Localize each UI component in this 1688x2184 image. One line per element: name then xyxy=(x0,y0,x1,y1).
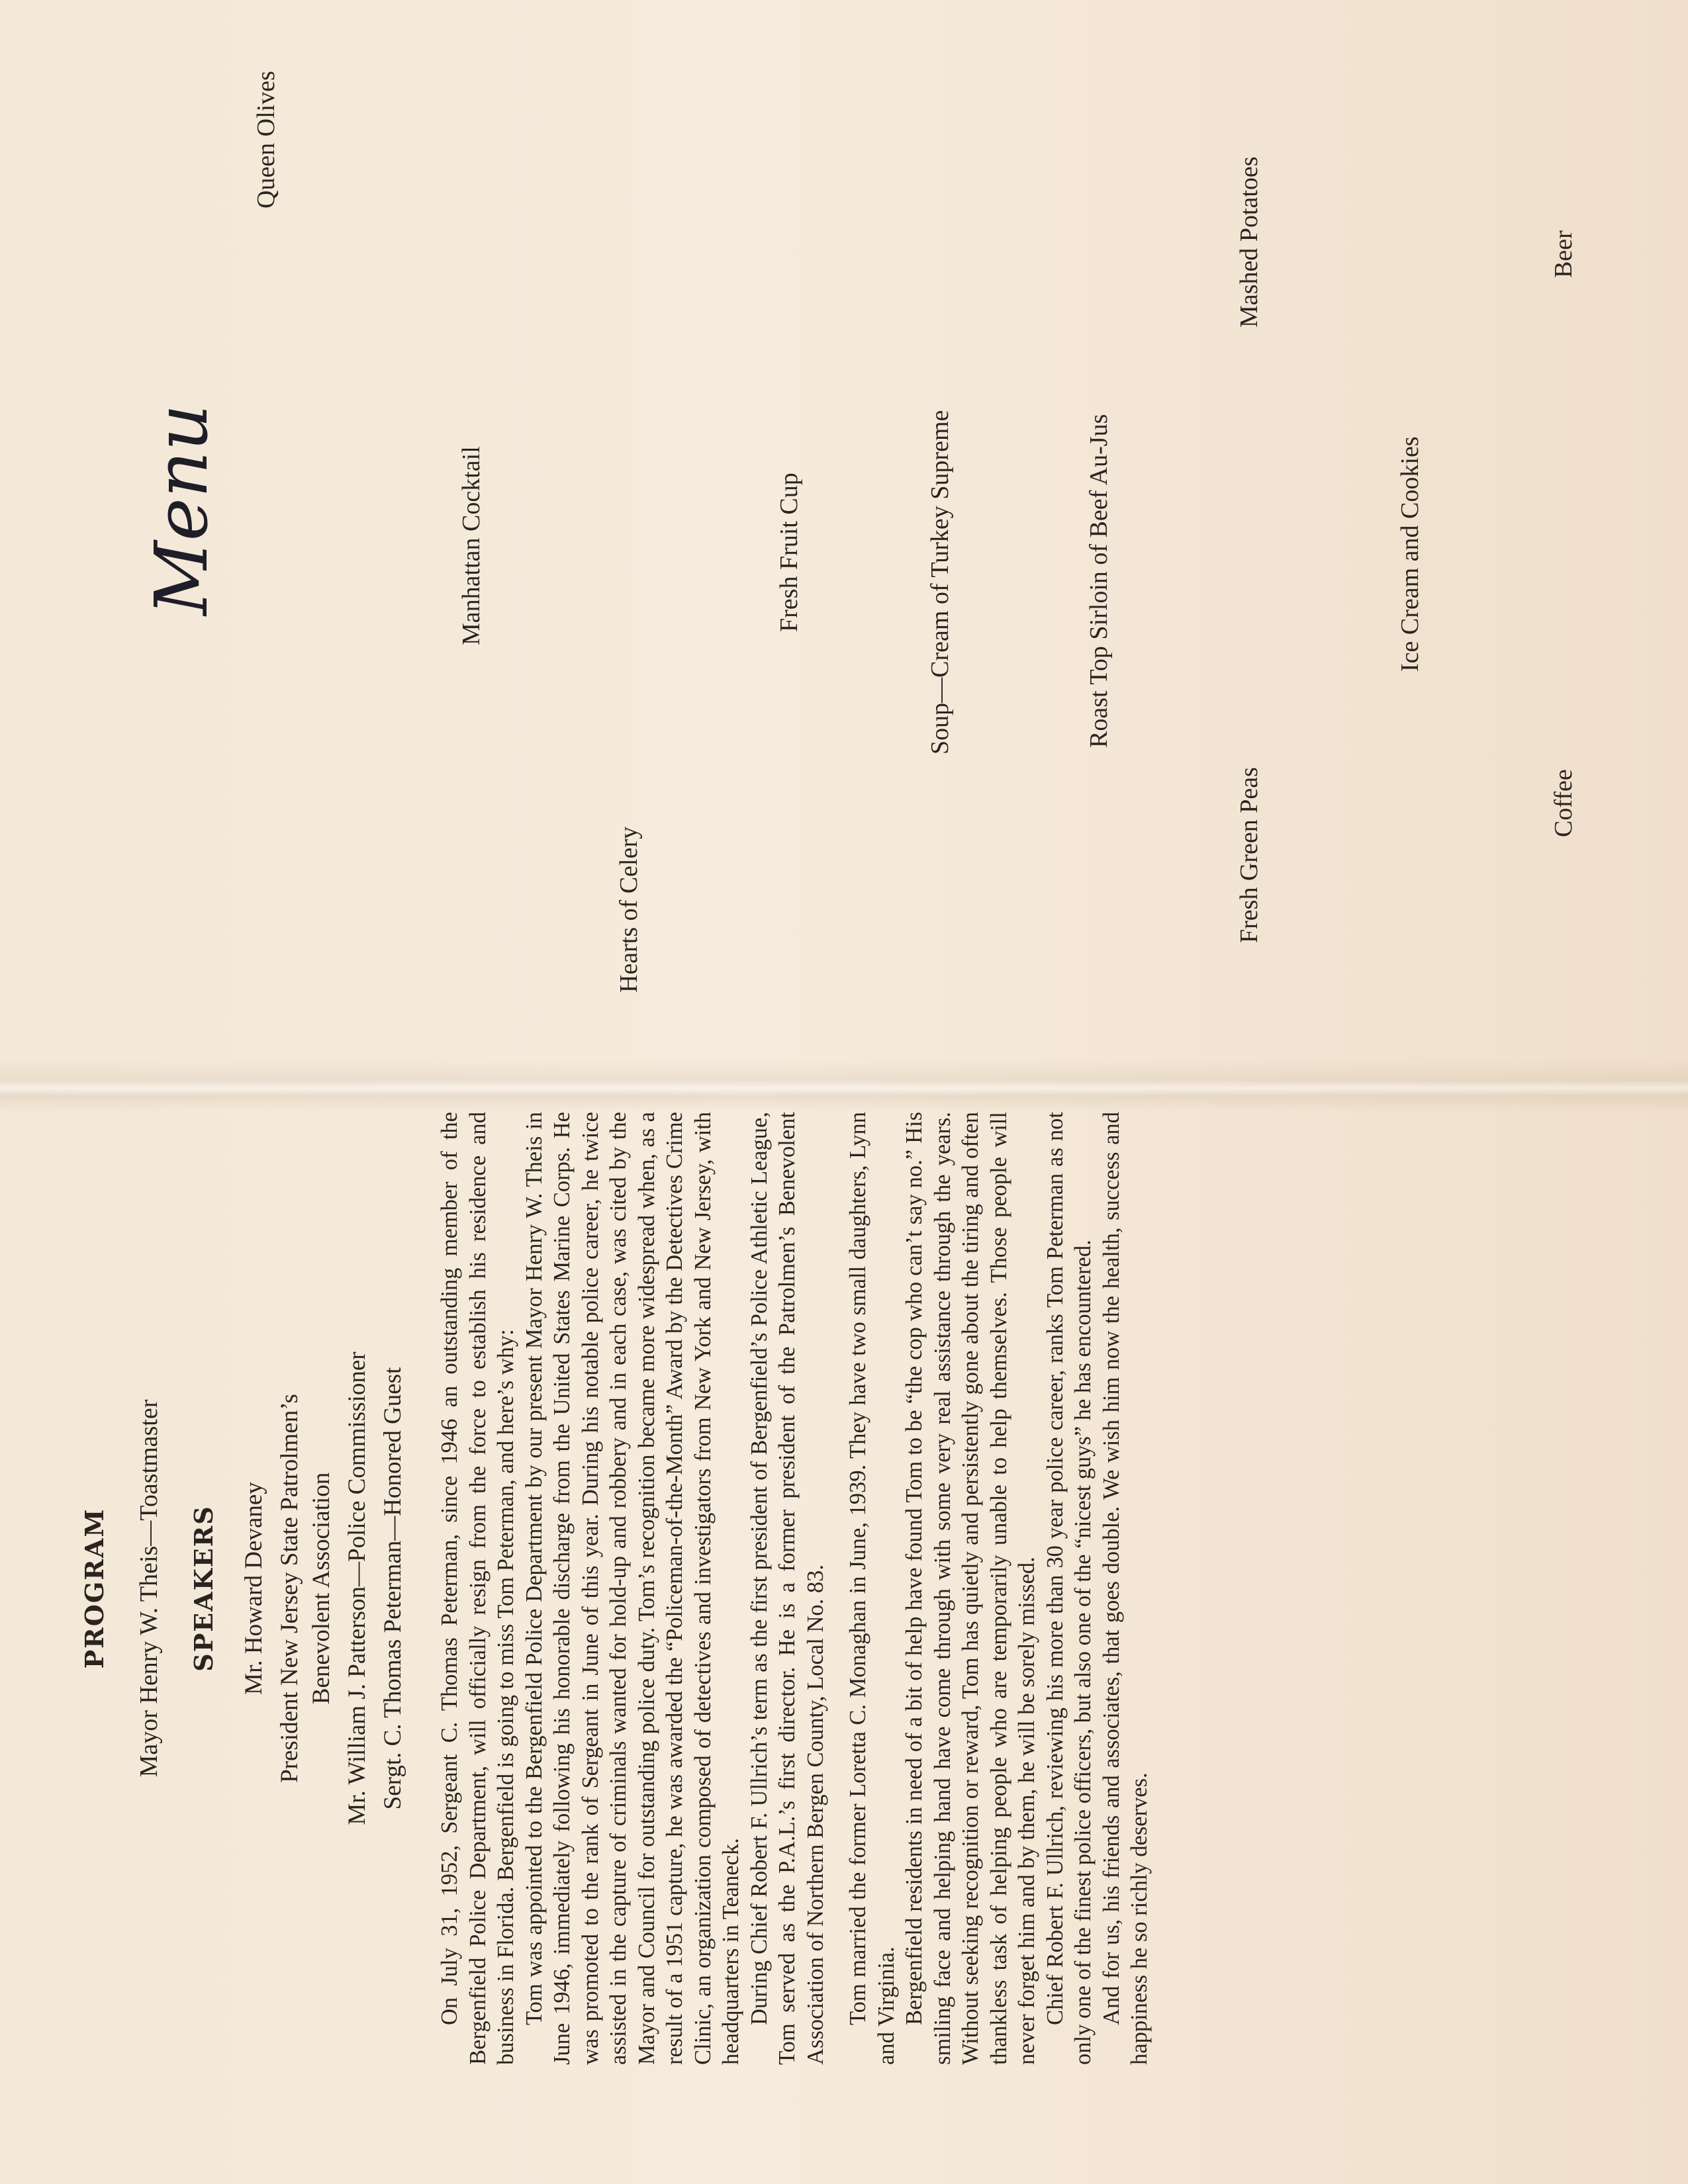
speaker-line: Mr. Howard Devaney xyxy=(240,1482,267,1695)
menu-item-mashed-potatoes: Mashed Potatoes xyxy=(1235,156,1263,328)
menu-panel xyxy=(113,71,1622,1006)
tribute-paragraph: Tom married the former Loretta C. Monaghan in June, 1939. They have two small daughters, Lynn and Virginia. xyxy=(845,1112,899,2065)
speaker-line: Mr. William J. Patterson—Police Commissioner xyxy=(344,1351,371,1825)
tribute-paragraph: During Chief Robert F. Ullrich’s term as the first president of Bergenfield’s Police Athletic League, Tom served as the P.A.L.’s first director. He is a former president of the Patrolmen’s Benevolent Association of Northern Bergen County, Local No. 83. xyxy=(746,1112,828,2065)
menu-item-beer: Beer xyxy=(1550,230,1577,278)
speaker-line: Benevolent Association xyxy=(308,1472,335,1705)
menu-item-ice-cream: Ice Cream and Cookies xyxy=(1396,436,1424,672)
tribute-paragraph: And for us, his friends and associates, that goes double. We wish him now the health, success and happiness he so richly deserves. xyxy=(1098,1112,1152,2065)
menu-item-fresh-fruit-cup: Fresh Fruit Cup xyxy=(775,473,803,632)
tribute-paragraph: Chief Robert F. Ullrich, reviewing his more than 30 year police career, ranks Tom Peterman as not only one of the finest police officers, but also one of the “nicest guys” he has encountered. xyxy=(1042,1112,1096,2065)
program-panel xyxy=(79,1092,1622,2085)
tribute-paragraph: On July 31, 1952, Sergeant C. Thomas Peterman, since 1946 an outstanding member of the Bergenfield Police Department, will officially resign from the force to establish his residence and business in Florida. Bergenfield is going to miss Tom Peterman, and here’s why: xyxy=(437,1112,518,2065)
menu-item-roast-sirloin: Roast Top Sirloin of Beef Au-Jus xyxy=(1085,414,1113,748)
tribute-paragraph: Tom was appointed to the Bergenfield Police Department by our present Mayor Henry W. Theis in June 1946, immediately following his honorable discharge from the United States Marine Corps. He was promoted to the rank of Sergeant in June of this year. During his notable police career, he twice assisted in the capture of criminals wanted for hold-up and robbery and in each case, was cited by the Mayor and Council for outstanding police duty. Tom’s recognition became more widespread when, as a result of a 1951 capture, he was awarded the “Policeman-of-the-Month” Award by the Detectives Crime Clinic, an organization composed of detectives and investigators from New York and New Jersey, with headquarters in Teaneck. xyxy=(521,1112,743,2065)
menu-item-hearts-of-celery: Hearts of Celery xyxy=(615,826,643,993)
menu-title: Menu xyxy=(139,404,224,615)
menu-item-fresh-green-peas: Fresh Green Peas xyxy=(1235,767,1263,943)
tribute-paragraph: Bergenfield residents in need of a bit of help have found Tom to be “the cop who can’t say no.” His smiling face and helping hand have come through with some very real assistance through the years. Without seeking recognition or reward, Tom has quietly and persistently gone about the tiring and often thankless task of helping people who are temporarily unable to help themselves. Those people will never forget him and by them, he will be sorely missed. xyxy=(902,1112,1039,2065)
menu-item-soup: Soup—Cream of Turkey Supreme xyxy=(926,410,954,754)
menu-item-manhattan-cocktail: Manhattan Cocktail xyxy=(457,446,485,645)
speaker-line: Sergt. C. Thomas Peterman—Honored Guest xyxy=(379,1367,406,1810)
speaker-line: President New Jersey State Patrolmen’s xyxy=(276,1394,303,1783)
program-title: PROGRAM xyxy=(79,1508,109,1669)
menu-item-queen-olives: Queen Olives xyxy=(252,71,280,208)
toastmaster-line: Mayor Henry W. Theis—Toastmaster xyxy=(135,1399,163,1778)
speakers-heading: SPEAKERS xyxy=(189,1505,218,1672)
menu-item-coffee: Coffee xyxy=(1550,769,1577,837)
tribute-text xyxy=(436,1112,1154,2065)
